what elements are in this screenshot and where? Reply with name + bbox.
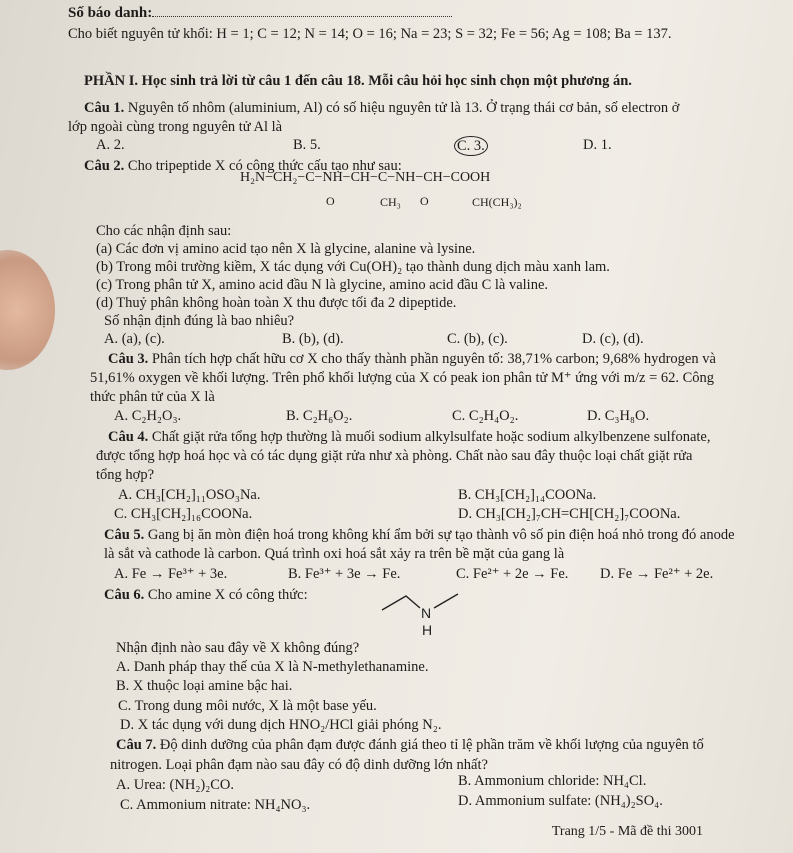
- q2-statement-c: (c) Trong phân tử X, amino acid đầu N là glycine, amino acid đầu C là valine.: [96, 277, 549, 293]
- q3-option-b[interactable]: B. C₂H₆O₂.: [286, 408, 353, 424]
- q7-option-a[interactable]: A. Urea: (NH₂)₂CO.: [116, 777, 235, 793]
- q6-option-a[interactable]: A. Danh pháp thay thế của X là N-methylethanamine.: [116, 659, 429, 675]
- q2-option-d[interactable]: D. (c), (d).: [582, 331, 644, 347]
- q2-text: Cho tripeptide X có công thức cấu tạo như sau:: [127, 158, 402, 174]
- q4-label: Câu 4.: [108, 429, 149, 445]
- q3-option-c[interactable]: C. C₂H₄O₂.: [452, 408, 519, 424]
- q3-line1: [108, 350, 716, 368]
- formula-o1: O: [326, 194, 335, 208]
- q2-option-c[interactable]: C. (b), (c).: [447, 331, 508, 347]
- q6-text: Cho amine X có công thức:: [147, 587, 308, 603]
- q4-option-d[interactable]: D. CH₃[CH₂]₇CH=CH[CH₂]₇COONa.: [458, 506, 681, 522]
- formula-ch3: CH₃: [380, 195, 401, 209]
- finger-shadow: [0, 250, 55, 370]
- q3-label: Câu 3.: [108, 351, 149, 367]
- q6-option-d[interactable]: D. X tác dụng với dung dịch HNO₂/HCl giải phóng N₂.: [120, 717, 442, 733]
- q1-option-c[interactable]: [454, 136, 488, 156]
- q5-text1: Gang bị ăn mòn điện hoá trong không khí ẩm bởi sự tạo thành vô số pin điện hoá nhỏ trong đó anode: [147, 527, 735, 543]
- q1-label: Câu 1.: [84, 100, 125, 116]
- q5-option-a[interactable]: A. Fe → Fe³⁺ + 3e.: [114, 566, 228, 582]
- q6-option-c[interactable]: C. Trong dung môi nước, X là một base yếu.: [118, 698, 377, 714]
- candidate-number-label: Số báo danh:: [68, 5, 153, 21]
- q1-option-c-text: C. 3.: [457, 138, 485, 154]
- q5-label: Câu 5.: [104, 527, 145, 543]
- part1-instruction: Học sinh trả lời từ câu 1 đến câu 18. Mỗi câu hỏi học sinh chọn một phương án.: [141, 73, 632, 89]
- q5-line1: [104, 526, 735, 544]
- q2-statement-a: (a) Các đơn vị amino acid tạo nên X là glycine, alanine và lysine.: [96, 241, 476, 257]
- q2-statement-d: (d) Thuỷ phân không hoàn toàn X thu được tối đa 2 dipeptide.: [96, 295, 457, 311]
- q2-intro: Cho các nhận định sau:: [96, 223, 232, 239]
- hydrogen-atom-label: H: [422, 622, 433, 638]
- q5-option-c[interactable]: C. Fe²⁺ + 2e → Fe.: [456, 566, 569, 582]
- formula-o2: O: [420, 194, 429, 208]
- q2-statement-b: (b) Trong môi trường kiềm, X tác dụng với Cu(OH)₂ tạo thành dung dịch màu xanh lam.: [96, 259, 610, 275]
- tripeptide-formula: [240, 168, 580, 216]
- q4-line1: [108, 428, 711, 446]
- q2-label: Câu 2.: [84, 158, 125, 174]
- q3-text3: thức phân tử của X là: [90, 389, 215, 405]
- q3-option-d[interactable]: D. C₃H₈O.: [587, 408, 650, 424]
- q1-line1: [84, 99, 679, 117]
- q4-text1: Chất giặt rửa tổng hợp thường là muối sodium alkylsulfate hoặc sodium alkylbenzene sulfonate,: [151, 429, 711, 445]
- q6-question: Nhận định nào sau đây về X không đúng?: [116, 640, 360, 656]
- q4-text2: được tổng hợp hoá học và có tác dụng giặt rửa như xà phòng. Chất nào sau đây thuộc loại chất giặt rửa: [96, 448, 693, 464]
- ethyl-bond-lines: [382, 596, 420, 610]
- q2-question: Số nhận định đúng là bao nhiêu?: [104, 313, 295, 329]
- q7-text2: nitrogen. Loại phân đạm nào sau đây có độ dinh dưỡng lớn nhất?: [110, 757, 488, 773]
- nitrogen-atom-label: N: [421, 605, 432, 621]
- part1-heading: [84, 72, 632, 90]
- q6-option-b[interactable]: B. X thuộc loại amine bậc hai.: [116, 678, 293, 694]
- q7-option-c[interactable]: C. Ammonium nitrate: NH₄NO₃.: [120, 797, 311, 813]
- q4-option-a[interactable]: A. CH₃[CH₂]₁₁OSO₃Na.: [118, 487, 261, 503]
- atomic-mass-line: Cho biết nguyên tử khối: H = 1; C = 12; N = 14; O = 16; Na = 23; S = 32; Fe = 56; Ag = 108; Ba = 137.: [68, 26, 672, 42]
- q7-text1: Độ dinh dưỡng của phân đạm được đánh giá theo tỉ lệ phần trăm về khối lượng của nguyên tố: [159, 737, 704, 753]
- q6-line1: [104, 586, 308, 604]
- q5-option-d[interactable]: D. Fe → Fe²⁺ + 2e.: [600, 566, 714, 582]
- q4-text3: tổng hợp?: [96, 467, 155, 483]
- formula-side-chain: CH(CH₃)₂: [472, 195, 522, 209]
- q1-text1: Nguyên tố nhôm (aluminium, Al) có số hiệu nguyên tử là 13. Ở trạng thái cơ bản, số electron ở: [127, 100, 680, 116]
- q2-option-b[interactable]: B. (b), (d).: [282, 331, 344, 347]
- candidate-number-row: [68, 4, 452, 22]
- q7-option-d[interactable]: D. Ammonium sulfate: (NH₄)₂SO₄.: [458, 793, 663, 809]
- part1-title: PHẦN I.: [84, 73, 138, 89]
- q5-text2: là sắt và cathode là carbon. Quá trình oxi hoá sắt xảy ra trên bề mặt của gang là: [104, 546, 565, 562]
- q3-option-a[interactable]: A. C₂H₂O₃.: [114, 408, 182, 424]
- q6-label: Câu 6.: [104, 587, 145, 603]
- q4-option-b[interactable]: B. CH₃[CH₂]₁₄COONa.: [458, 487, 597, 503]
- methyl-bond-line: [434, 594, 458, 608]
- q7-label: Câu 7.: [116, 737, 157, 753]
- q7-line1: [116, 736, 704, 754]
- q3-text2: 51,61% oxygen về khối lượng. Trên phổ khối lượng của X có peak ion phân tử M⁺ ứng với m/z = 62. Công: [90, 370, 715, 386]
- q1-text2: lớp ngoài cùng trong nguyên tử Al là: [68, 119, 283, 135]
- candidate-number-blank[interactable]: [152, 4, 452, 17]
- q4-option-c[interactable]: C. CH₃[CH₂]₁₆COONa.: [114, 506, 253, 522]
- q1-option-b[interactable]: B. 5.: [293, 137, 321, 153]
- q2-option-a[interactable]: A. (a), (c).: [104, 331, 165, 347]
- q7-option-b[interactable]: B. Ammonium chloride: NH₄Cl.: [458, 773, 647, 789]
- q1-option-a[interactable]: A. 2.: [96, 137, 125, 153]
- q3-text1: Phân tích hợp chất hữu cơ X cho thấy thành phần nguyên tố: 38,71% carbon; 9,68% hydrogen và: [151, 351, 716, 367]
- q5-option-b[interactable]: B. Fe³⁺ + 3e → Fe.: [288, 566, 401, 582]
- page-footer: Trang 1/5 - Mã đề thi 3001: [551, 824, 703, 839]
- handwritten-circle-mark: [454, 136, 488, 156]
- q1-option-d[interactable]: D. 1.: [583, 137, 612, 153]
- formula-main-chain: H₂N−CH₂−C−NH−CH−C−NH−CH−COOH: [240, 170, 491, 185]
- amine-skeletal-structure-icon: [378, 588, 488, 638]
